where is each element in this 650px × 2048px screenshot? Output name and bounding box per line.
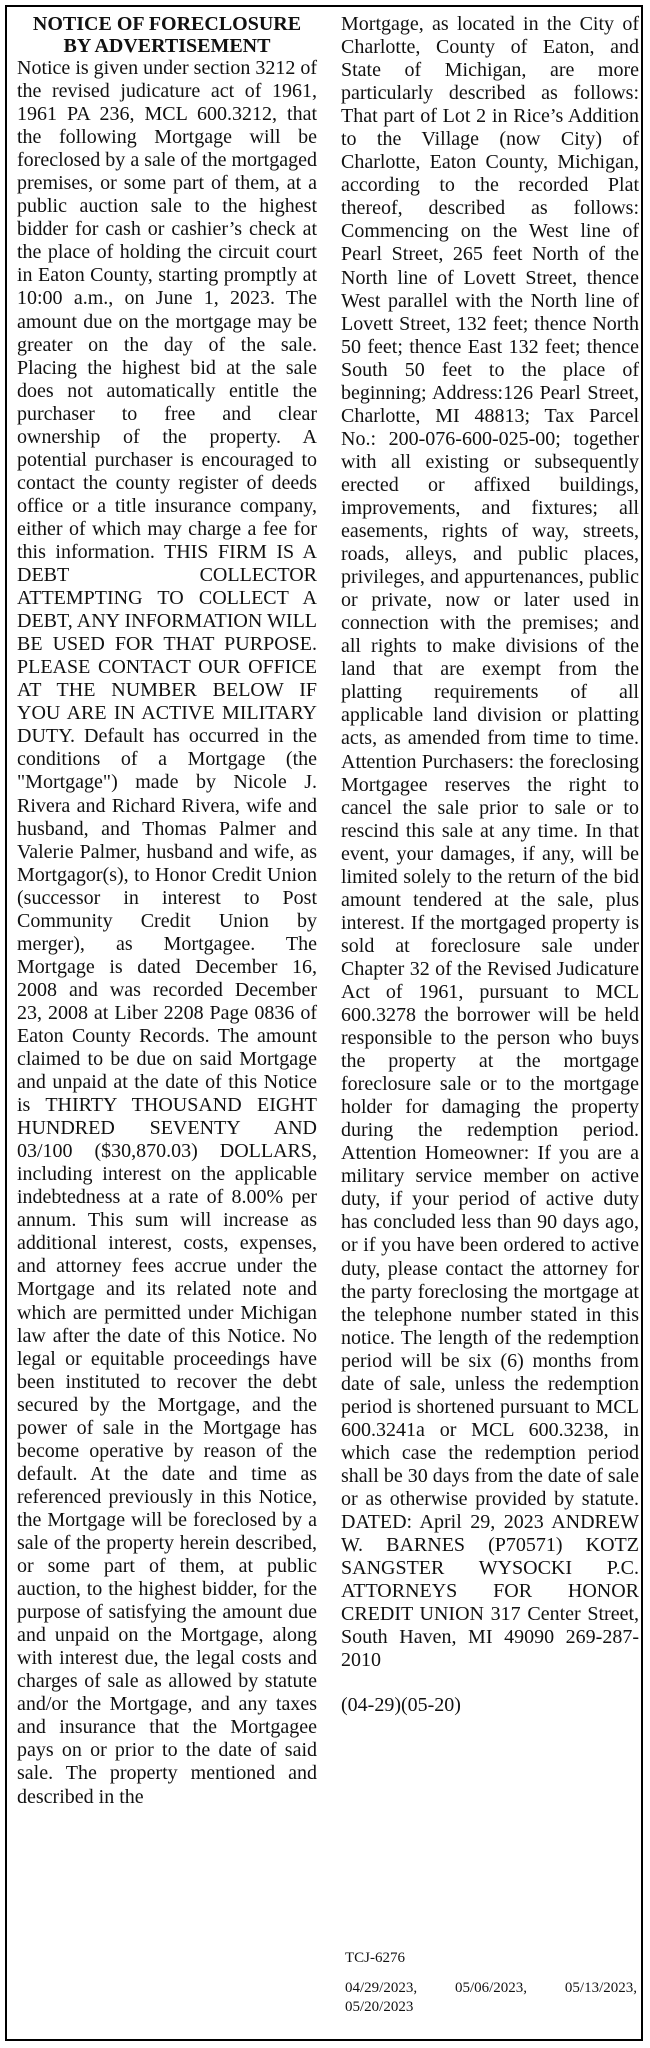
body-text-right: Mortgage, as located in the City of Charlotte, County of Eaton, and State of Michigan, are more particularly described as follows: That part of Lot 2 in Rice’s Addition to the Village (now City) of Charlotte, Eaton County, Michigan, according to the recorded Plat thereof, described as follows: Commencing on the West line of Pearl Street, 265 feet North of the North line of Lovett Street, thence West parallel with the North line of Lovett Street, 132 feet; thence North 50 feet; thence East 132 feet; thence South 50 feet to the place of beginning; Address:126 Pearl Street, Charlotte, MI 48813; Tax Parcel No.: 200-076-600-025-00; together with all existing or subsequently erected or affixed buildings, improvements, and fixtures; all easements, rights of way, streets, roads, alleys, and public places, privileges, and appurtenances, public or private, now or later used in connection with the premises; and all rights to make divisions of the land that are exempt from the platting requirements of all applicable land division or platting acts, as amended from time to time. Attention Purchasers: the foreclosing Mortgagee reserves the right to cancel the sale prior to sale or to rescind this sale at any time. In that event, your damages, if any, will be limited solely to the return of the bid amount tendered at the sale, plus interest. If the mortgaged property is sold at foreclosure sale under Chapter 32 of the Revised Judicature Act of 1961, pursuant to MCL 600.3278 the borrower will be held responsible to the person who buys the property at the mortgage foreclosure sale or to the mortgage holder for damaging the property during the redemption period. Attention Homeowner: If you are a military service member on active duty, if your period of active duty has concluded less than 90 days ago, or if you have been ordered to active duty, please contact the attorney for the party foreclosing the mortgage at the telephone number stated in this notice. The length of the redemption period will be six (6) months from date of sale, unless the redemption period is shortened pursuant to MCL 600.3241a or MCL 600.3238, in which case the redemption period shall be 30 days from the date of sale or as otherwise provided by statute. DATED: April 29, 2023 ANDREW W. BARNES (P70571) KOTZ SANGSTER WYSOCKI P.C. ATTORNEYS FOR HONOR CREDIT UNION 317 Center Street, South Haven, MI 49090 269-287-2010 bbox=[341, 13, 639, 1672]
tcj-code: TCJ-6276 bbox=[345, 1950, 405, 1966]
body-text-left: Notice is given under section 3212 of the revised judicature act of 1961, 1961 PA 236, MCL 600.3212, that the following Mortgage will be foreclosed by a sale of the mortgaged premises, or some part of them, at a public auction sale to the highest bidder for cash or cashier’s check at the place of holding the circuit court in Eaton County, starting promptly at 10:00 a.m., on June 1, 2023. The amount due on the mortgage may be greater on the day of the sale. Placing the highest bid at the sale does not automatically entitle the purchaser to free and clear ownership of the property. A potential purchaser is encouraged to contact the county register of deeds office or a title insurance company, either of which may charge a fee for this information. THIS FIRM IS A DEBT COLLECTOR ATTEMPTING TO COLLECT A DEBT, ANY INFORMATION WILL BE USED FOR THAT PURPOSE. PLEASE CONTACT OUR OFFICE AT THE NUMBER BELOW IF YOU ARE IN ACTIVE MILITARY DUTY. Default has occurred in the conditions of a Mortgage (the "Mortgage") made by Nicole J. Rivera and Richard Rivera, wife and husband, and Thomas Palmer and Valerie Palmer, husband and wife, as Mortgagor(s), to Honor Credit Union (successor in interest to Post Community Credit Union by merger), as Mortgagee. The Mortgage is dated December 16, 2008 and was recorded December 23, 2008 at Liber 2208 Page 0836 of Eaton County Records. The amount claimed to be due on said Mortgage and unpaid at the date of this Notice is THIRTY THOUSAND EIGHT HUNDRED SEVENTY AND 03/100 ($30,870.03) DOLLARS, including interest on the applicable indebtedness at a rate of 8.00% per annum. This sum will increase as additional interest, costs, expenses, and attorney fees accrue under the Mortgage and its related note and which are permitted under Michigan law after the date of this Notice. No legal or equitable proceedings have been instituted to recover the debt secured by the Mortgage, and the power of sale in the Mortgage has become operative by reason of the default. At the date and time as referenced previously in this Notice, the Mortgage will be foreclosed by a sale of the property herein described, or some part of them, at public auction, to the highest bidder, for the purpose of satisfying the amount due and unpaid on the Mortgage, along with interest due, the legal costs and charges of sale as allowed by statute and/or the Mortgage, and any taxes and insurance that the Mortgagee pays on or prior to the date of said sale. The property mentioned and described in the bbox=[17, 57, 317, 1808]
notice-title bbox=[17, 13, 317, 57]
title-line-1: NOTICE OF FORECLOSURE bbox=[32, 13, 302, 35]
title-line-2: BY ADVERTISEMENT bbox=[63, 35, 271, 57]
left-column bbox=[17, 13, 317, 1809]
publication-dates-line-1: 04/29/2023, 05/06/2023, 05/13/2023, bbox=[345, 1980, 637, 1996]
publication-dates-line-2: 05/20/2023 bbox=[345, 1999, 414, 2015]
run-reference: (04-29)(05-20) bbox=[341, 1694, 461, 1717]
notice-frame bbox=[5, 5, 643, 2041]
right-column bbox=[341, 13, 639, 1717]
